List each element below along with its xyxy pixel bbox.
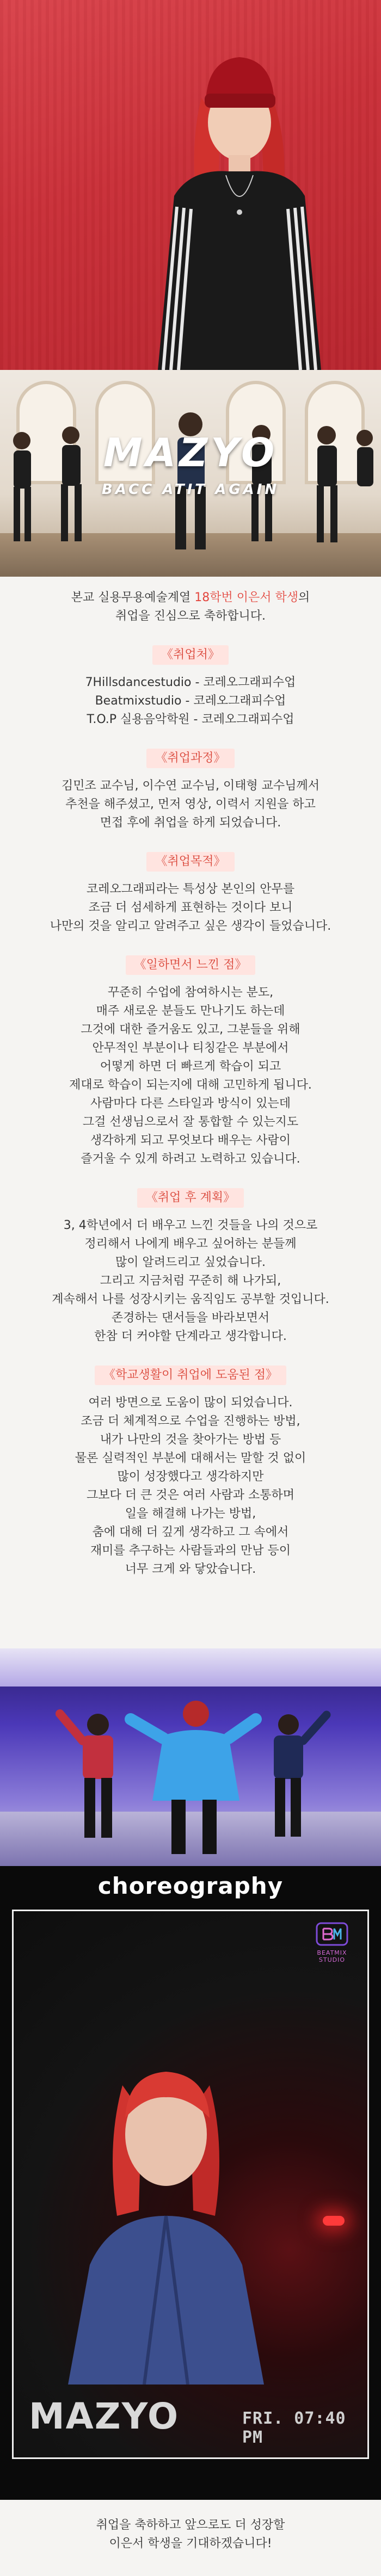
body-line: 나만의 것을 알리고 알려주고 싶은 생각이 들었습니다.	[50, 919, 331, 933]
body-line: Beatmixstudio - 코레오그래피수업	[95, 694, 286, 708]
body-line: 매주 새로운 분들도 만나기도 하는데	[96, 1004, 285, 1018]
intro-line: 취업을 진심으로 축하합니다.	[115, 609, 266, 623]
section-body	[0, 984, 381, 1169]
body-line: 추천을 해주셨고, 먼저 영상, 이력서 지원을 하고	[65, 798, 316, 811]
body-line: 춤에 대해 더 깊게 생각하고 그 속에서	[92, 1525, 289, 1539]
body-line: 3, 4학년에서 더 배우고 느낀 것들을 나의 것으로	[63, 1219, 318, 1232]
section-title: 《취업처》	[152, 645, 229, 665]
body-line: 그보다 더 큰 것은 여러 사람과 소통하며	[87, 1488, 294, 1502]
studio-name: BEATMIX STUDIO	[317, 1949, 347, 1963]
body-line: 내가 나만의 것을 찾아가는 방법 등	[100, 1433, 281, 1447]
body-line: 코레오그래피라는 특성상 본인의 안무를	[86, 882, 295, 896]
body-line: 조금 더 체계적으로 수업을 진행하는 방법,	[81, 1414, 300, 1428]
body-line: 그것에 대한 즐거움도 있고, 그분들을 위해	[81, 1023, 300, 1036]
poster-frame	[12, 1910, 369, 2459]
body-line: 조금 더 섬세하게 표현하는 것이다 보니	[88, 901, 293, 915]
body-line: 안무적인 부분이나 티칭같은 부분에서	[92, 1041, 289, 1055]
body-line: 계속해서 나를 성장시키는 움직임도 공부할 것입니다.	[52, 1293, 329, 1306]
body-line: 여러 방면으로 도움이 많이 되었습니다.	[88, 1396, 293, 1410]
body-line: 즐거울 수 있게 하려고 노력하고 있습니다.	[81, 1152, 300, 1166]
section-body	[0, 777, 381, 832]
body-line: 생각하게 되고 무엇보다 배우는 사람이	[90, 1134, 291, 1147]
section-employer	[0, 626, 381, 729]
student-highlight: 18학번 이은서 학생	[194, 591, 298, 604]
section-school-help	[0, 1346, 381, 1579]
body-line: 너무 크게 와 닿았습니다.	[125, 1562, 256, 1576]
section-process	[0, 729, 381, 832]
portrait-photo	[0, 0, 381, 370]
mazyo-logo-subtitle: BACC ATIT AGAIN	[101, 481, 280, 498]
body-line: 7Hillsdancestudio - 코레오그래피수업	[85, 676, 296, 689]
closing-line: 이은서 학생을 기대하겠습니다!	[109, 2537, 272, 2550]
dancer-portrait-figure	[125, 33, 354, 370]
body-line: 존경하는 댄서들을 바라보면서	[111, 1311, 270, 1325]
beatmix-logo	[308, 1922, 357, 1963]
mazyo-logo-text: MAZYO	[103, 430, 278, 475]
beatmix-icon	[316, 1922, 348, 1946]
poster-time: FRI. 07:40 PM	[242, 2409, 346, 2447]
section-title: 《학교생활이 취업에 도움된 점》	[95, 1366, 286, 1385]
body-line: 많이 성장했다고 생각하지만	[117, 1470, 264, 1484]
closing-line: 취업을 축하하고 앞으로도 더 성장할	[96, 2518, 285, 2532]
body-line: 많이 알려드리고 싶었습니다.	[115, 1256, 266, 1269]
section-body	[0, 1394, 381, 1579]
body-line: 어떻게 하면 더 빠르게 학습이 되고	[100, 1060, 281, 1073]
body-line: T.O.P 실용음악학원 - 코레오그래피수업	[87, 713, 294, 726]
body-line: 그걸 선생님으로서 잘 통합할 수 있는지도	[82, 1115, 299, 1129]
body-line: 물론 실력적인 부분에 대해서는 말할 것 없이	[75, 1451, 306, 1465]
section-purpose	[0, 832, 381, 936]
section-title: 《취업목적》	[146, 852, 234, 872]
section-work-impressions	[0, 936, 381, 1169]
poster-name: MAZYO	[29, 2395, 180, 2437]
closing-message	[0, 2500, 381, 2576]
intro-text: 의	[298, 591, 310, 604]
section-title: 《취업 후 계획》	[137, 1188, 244, 1208]
section-body	[0, 880, 381, 936]
body-line: 꾸준히 수업에 참여하시는 분도,	[107, 986, 274, 999]
poster-heading: choreography	[97, 1873, 284, 1899]
body-line: 제대로 학습이 되는지에 대해 고민하게 됩니다.	[69, 1078, 312, 1092]
body-line: 면접 후에 취업을 하게 되었습니다.	[100, 816, 281, 830]
body-line: 김민조 교수님, 이수연 교수님, 이태형 교수님께서	[62, 779, 319, 793]
red-light	[323, 2216, 345, 2226]
poster-portrait-figure	[46, 2036, 286, 2385]
article-text	[0, 577, 381, 1648]
body-line: 그리고 지금처럼 꾸준히 해 나가되,	[100, 1274, 281, 1288]
section-future-plans	[0, 1169, 381, 1346]
intro-paragraph	[0, 589, 381, 626]
section-body	[0, 1216, 381, 1346]
section-title: 《취업과정》	[146, 749, 234, 768]
body-line: 사람마다 다른 스타일과 방식이 있는데	[90, 1097, 291, 1110]
choreography-poster	[0, 1866, 381, 2500]
three-dancers	[0, 1648, 381, 1866]
body-line: 재미를 추구하는 사람들과의 만남 등이	[90, 1544, 291, 1558]
body-line: 한참 더 커야할 단계라고 생각합니다.	[94, 1330, 287, 1343]
body-line: 정리해서 나에게 배우고 싶어하는 분들께	[84, 1237, 297, 1251]
section-title: 《일하면서 느낀 점》	[126, 955, 256, 975]
body-line: 일을 해결해 나가는 방법,	[125, 1507, 256, 1521]
intro-text: 본교 실용무용예술계열	[71, 591, 195, 604]
section-body	[0, 674, 381, 729]
studio-class-photo	[0, 1648, 381, 1866]
dance-studio-photo	[0, 370, 381, 577]
